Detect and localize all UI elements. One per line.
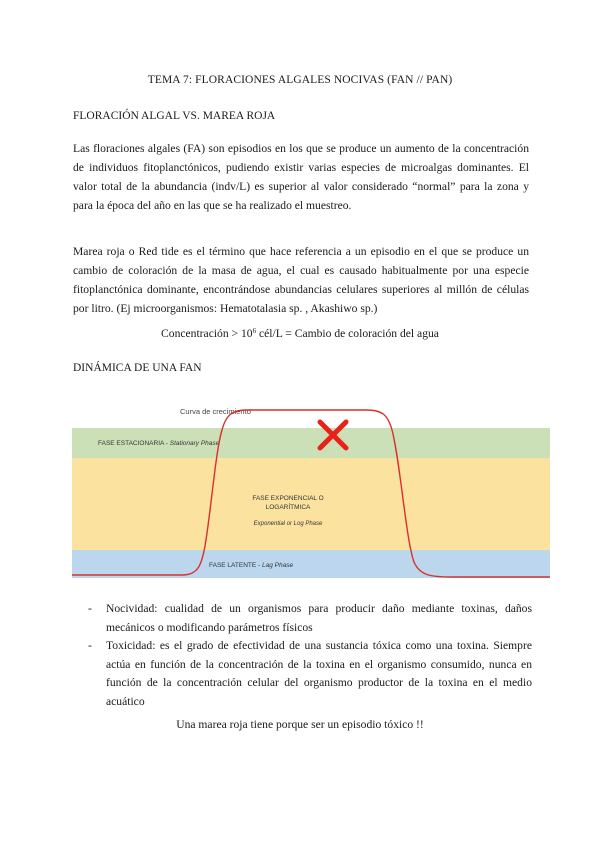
lag-separator: - xyxy=(256,562,262,569)
bullet-text: Nocividad: cualidad de un organismos para producir daño mediante toxinas, daños mecánicos o modificando parámetros físicos xyxy=(106,602,532,634)
exponential-phase-band xyxy=(72,458,550,550)
diagram-title: Curva de crecimiento xyxy=(180,407,251,416)
bullet-dash: - xyxy=(88,602,92,615)
bullet-nocividad xyxy=(88,600,532,637)
lag-phase-band xyxy=(72,550,550,578)
paragraph-marea-roja: Marea roja o Red tide es el término que hace referencia a un episodio en el que se produce un cambio de coloración de la masa de agua, el cual es causado habitualmente por una especie fitoplanctónica dominante, encontrándose abundancias celulares superiores al millón de células por litro. (Ej microorganismos: Hematotalasia sp. , Akashiwo sp.) xyxy=(73,245,529,315)
bullet-toxicidad xyxy=(88,637,532,711)
exponential-phase-label-line1: FASE EXPONENCIAL O xyxy=(252,495,324,502)
formula-suffix: cél/L = Cambio de coloración del agua xyxy=(256,327,439,340)
formula-exponent: 6 xyxy=(252,327,257,335)
document-title: TEMA 7: FLORACIONES ALGALES NOCIVAS (FAN // PAN) xyxy=(147,74,453,86)
concentration-formula xyxy=(0,327,600,340)
bullet-text: Toxicidad: es el grado de efectividad de una sustancia tóxica como una toxina. Siempre actúa en función de la concentración de la toxina en el organismo consumido, nunca en función de la concentración celular del organismo productor de la toxina en el medio acuático xyxy=(106,639,532,708)
bullet-dash: - xyxy=(88,639,92,652)
stationary-phase-es: FASE ESTACIONARIA xyxy=(98,440,164,447)
exponential-phase-label-line2: LOGARÍTMICA xyxy=(265,504,311,511)
formula-prefix: Concentración > 10 xyxy=(161,327,253,340)
stationary-phase-en: Stationary Phase xyxy=(169,440,220,447)
lag-phase-label xyxy=(209,562,293,569)
lag-phase-en: Lag Phase xyxy=(261,562,294,569)
section-heading-floracion: FLORACIÓN ALGAL VS. MAREA ROJA xyxy=(73,110,276,122)
growth-curve-diagram xyxy=(72,400,550,582)
exponential-phase-label-en: Exponential or Log Phase xyxy=(253,521,323,527)
paragraph-floraciones: Las floraciones algales (FA) son episodios en los que se produce un aumento de la concentración de individuos fitoplanctónicos, pudiendo existir varias especies de microalgas dominantes. El valor total de la abundancia (indv/L) es superior al valor considerado “normal” para la zona y para la época del año en las que se ha realizado el muestreo. xyxy=(73,142,529,212)
stationary-separator: - xyxy=(163,440,170,447)
closing-statement: Una marea roja tiene porque ser un episodio tóxico !! xyxy=(176,718,424,731)
definitions-list xyxy=(88,600,532,711)
lag-phase-es: FASE LATENTE xyxy=(209,562,257,569)
section-heading-dinamica: DINÁMICA DE UNA FAN xyxy=(73,362,202,374)
stationary-phase-label xyxy=(98,440,220,447)
